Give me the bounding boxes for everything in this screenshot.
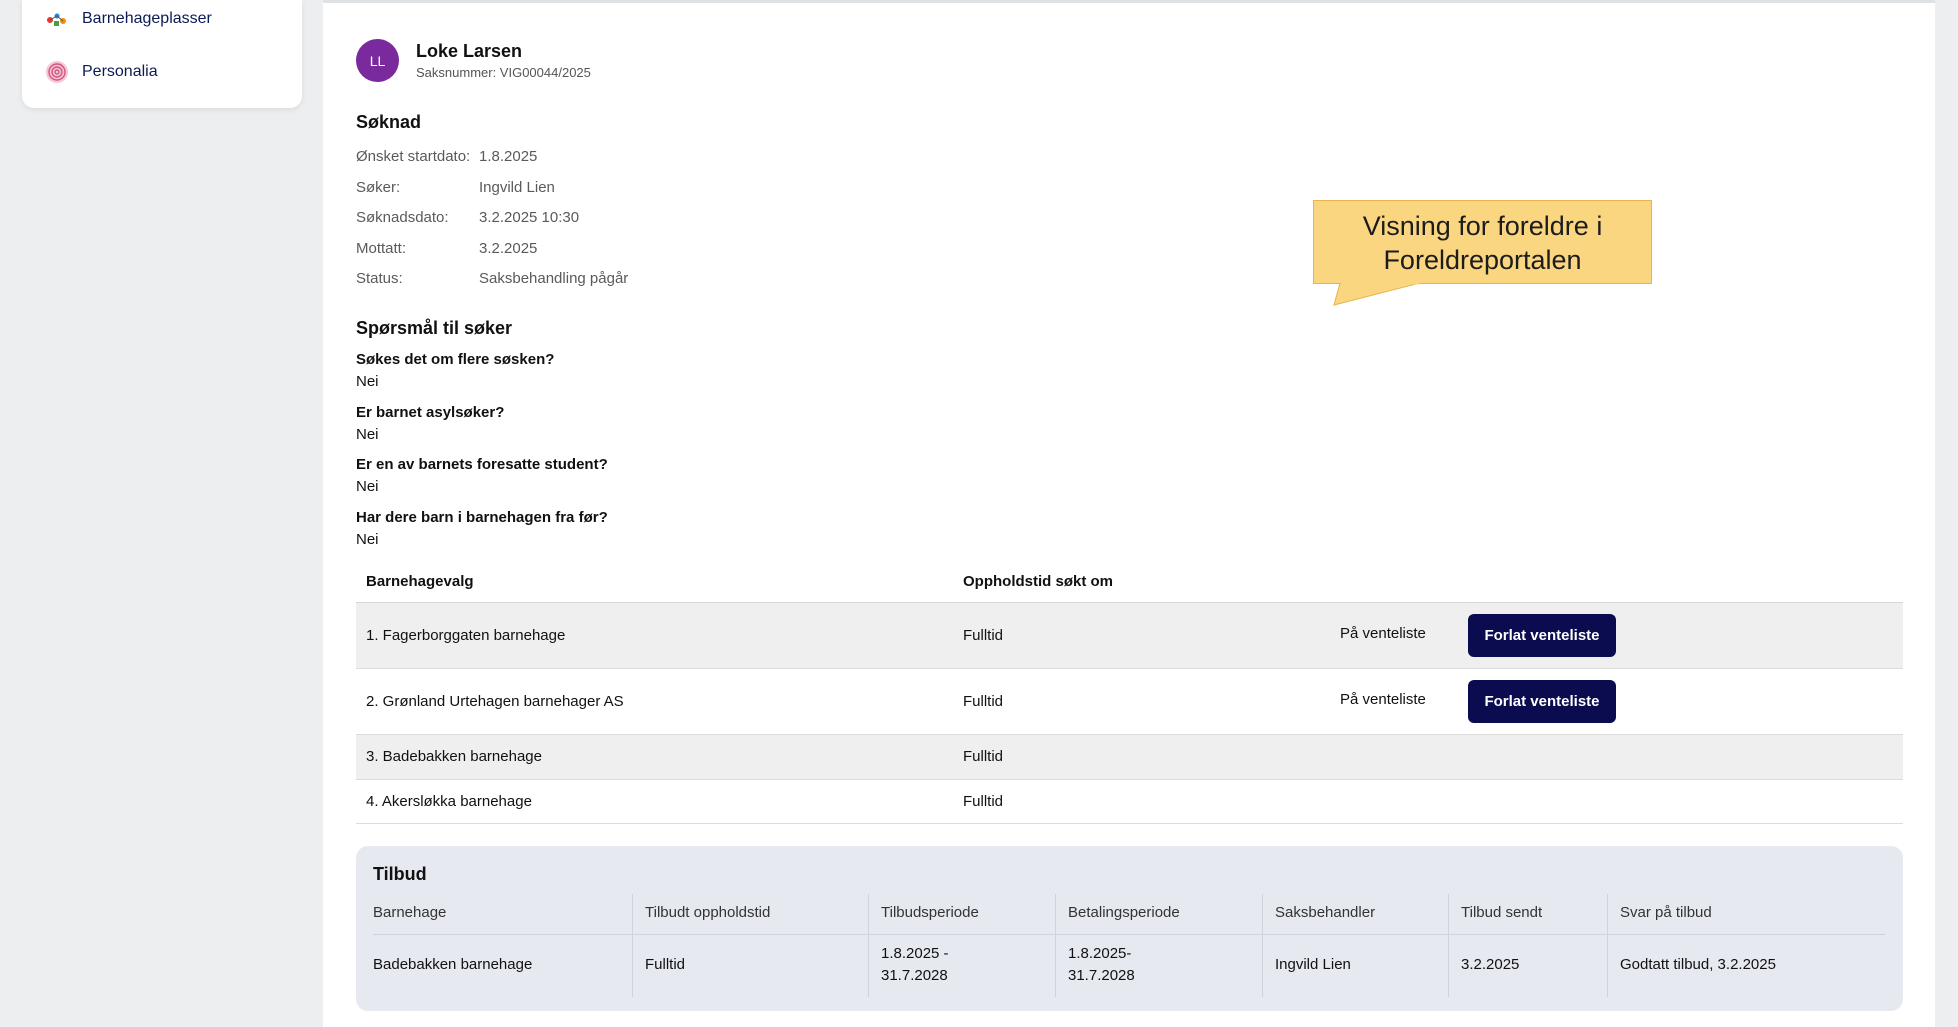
column-header-offer-period: Tilbudsperiode <box>881 904 979 921</box>
column-header-case-handler: Saksbehandler <box>1275 904 1376 921</box>
case-number: Saksnummer: VIG00044/2025 <box>416 65 591 80</box>
offer-panel <box>356 846 1903 1011</box>
child-name: Loke Larsen <box>416 41 523 61</box>
column-divider <box>1262 894 1263 997</box>
offer-time: Fulltid <box>645 956 686 973</box>
column-header-kindergarten: Barnehage <box>373 904 447 921</box>
leave-waitlist-button[interactable]: Forlat venteliste <box>1468 614 1616 657</box>
applicant-value: Ingvild Lien <box>479 179 555 196</box>
column-header-offer-sent: Tilbud sendt <box>1461 904 1543 921</box>
toys-icon <box>44 6 70 32</box>
choice-time: Fulltid <box>963 627 1004 644</box>
column-header-time: Oppholdstid søkt om <box>963 573 1113 590</box>
avatar: LL <box>356 39 399 82</box>
offer-kindergarten: Badebakken barnehage <box>373 956 533 973</box>
main-panel <box>323 0 1935 1027</box>
application-date-value: 3.2.2025 10:30 <box>479 209 580 226</box>
table-row <box>356 669 1903 735</box>
header-divider <box>373 934 1885 935</box>
callout-note <box>1313 200 1652 284</box>
choice-time: Fulltid <box>963 748 1004 765</box>
status-label: Status: <box>356 270 403 287</box>
application-date-label: Søknadsdato: <box>356 209 449 226</box>
callout-line-1: Visning for foreldre i <box>1362 211 1603 241</box>
status-value: Saksbehandling pågår <box>479 270 629 287</box>
choice-name: 4. Akersløkka barnehage <box>366 793 532 810</box>
column-header-offer-answer: Svar på tilbud <box>1620 904 1712 921</box>
sidebar-item-label: Barnehageplasser <box>82 10 212 27</box>
question-existing-child: Har dere barn i barnehagen fra før? <box>356 509 608 526</box>
choice-name: 2. Grønland Urtehagen barnehager AS <box>366 693 624 710</box>
payment-period-end: 31.7.2028 <box>1068 967 1135 984</box>
table-row <box>356 780 1903 824</box>
choice-time: Fulltid <box>963 793 1004 810</box>
column-header-choice: Barnehagevalg <box>366 573 474 590</box>
column-divider <box>868 894 869 997</box>
applicant-label: Søker: <box>356 179 401 196</box>
waitlist-status: På venteliste <box>1340 625 1426 642</box>
offer-period-end: 31.7.2028 <box>881 967 948 984</box>
fingerprint-icon <box>44 59 70 85</box>
table-row <box>356 735 1903 780</box>
choice-name: 3. Badebakken barnehage <box>366 748 542 765</box>
column-divider <box>1448 894 1449 997</box>
table-row <box>356 603 1903 669</box>
offer-period-start: 1.8.2025 - <box>881 945 949 962</box>
sidebar-card <box>22 0 302 108</box>
application-title: Søknad <box>356 112 422 132</box>
start-date-value: 1.8.2025 <box>479 148 538 165</box>
answer-siblings: Nei <box>356 373 379 390</box>
callout-tail <box>1330 283 1420 307</box>
sidebar-item-barnehageplasser[interactable] <box>44 6 212 32</box>
kindergarten-choices-table <box>356 559 1903 824</box>
column-divider <box>1607 894 1608 997</box>
answer-student: Nei <box>356 478 379 495</box>
offer-sent-date: 3.2.2025 <box>1461 956 1520 973</box>
question-siblings: Søkes det om flere søsken? <box>356 351 555 368</box>
waitlist-status: På venteliste <box>1340 691 1426 708</box>
column-header-payment-period: Betalingsperiode <box>1068 904 1180 921</box>
column-divider <box>1055 894 1056 997</box>
received-label: Mottatt: <box>356 240 407 257</box>
sidebar-item-label: Personalia <box>82 63 158 80</box>
callout-line-2: Foreldreportalen <box>1383 245 1582 275</box>
table-header <box>356 559 1903 603</box>
leave-waitlist-button[interactable]: Forlat venteliste <box>1468 680 1616 723</box>
offer-title: Tilbud <box>373 864 427 884</box>
choice-name: 1. Fagerborggaten barnehage <box>366 627 566 644</box>
questions-title: Spørsmål til søker <box>356 318 513 338</box>
column-header-offered-time: Tilbudt oppholdstid <box>645 904 771 921</box>
start-date-label: Ønsket startdato: <box>356 148 471 165</box>
offer-answer: Godtatt tilbud, 3.2.2025 <box>1620 956 1776 973</box>
sidebar-item-personalia[interactable] <box>44 59 158 85</box>
offer-case-handler: Ingvild Lien <box>1275 956 1351 973</box>
question-asylum: Er barnet asylsøker? <box>356 404 505 421</box>
answer-existing-child: Nei <box>356 531 379 548</box>
received-value: 3.2.2025 <box>479 240 538 257</box>
answer-asylum: Nei <box>356 426 379 443</box>
column-divider <box>632 894 633 997</box>
choice-time: Fulltid <box>963 693 1004 710</box>
payment-period-start: 1.8.2025- <box>1068 945 1132 962</box>
question-student: Er en av barnets foresatte student? <box>356 456 608 473</box>
